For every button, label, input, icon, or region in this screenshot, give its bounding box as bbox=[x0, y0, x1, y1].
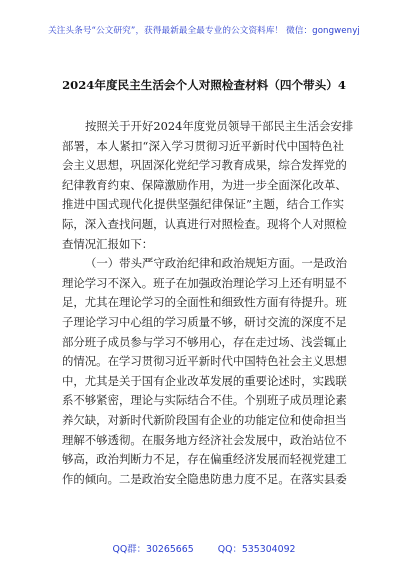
footer-contact-banner bbox=[0, 541, 408, 555]
body-line: 推进中国式现代化提供坚强纪律保证”主题，结合工作实 bbox=[62, 197, 344, 212]
document-title: 2024年度民主生活会个人对照检查材料（四个带头）4 bbox=[62, 78, 346, 92]
document-body bbox=[62, 117, 354, 489]
body-line: 子理论学习中心组的学习质量不够，研讨交流的深度不足 bbox=[62, 314, 347, 329]
body-line: 的情况。在学习贯彻习近平新时代中国特色社会主义思想 bbox=[62, 354, 347, 369]
body-line: 查情况汇报如下： bbox=[62, 236, 154, 251]
body-line: 中，尤其是关于国有企业改革发展的重要论述时，实践联 bbox=[62, 373, 347, 388]
body-line: 够高，政治判断力不足，存在偏重经济发展而轻视党建工 bbox=[62, 452, 347, 467]
body-line: 按照关于开好2024年度党员领导干部民主生活会安排 bbox=[85, 119, 354, 133]
header-promo-banner: 关注头条号“公文研究”，获得最新最全最专业的公文资料库！ 微信：gongwenyj bbox=[48, 26, 360, 36]
body-line: 部署，本人紧扣“深入学习贯彻习近平新时代中国特色社 bbox=[62, 138, 344, 153]
body-line: 理解不够透彻。在服务地方经济社会发展中，政治站位不 bbox=[62, 432, 347, 447]
footer-qq-group: QQ群：30265665 bbox=[112, 544, 194, 555]
body-line: 理论学习不深入。班子在加强政治理论学习上还有明显不 bbox=[62, 275, 347, 290]
body-line: 养欠缺，对新时代新阶段国有企业的功能定位和使命担当 bbox=[62, 412, 347, 427]
body-line: 际，深入查找问题，认真进行对照检查。现将个人对照检 bbox=[62, 216, 347, 231]
body-line: 足，尤其在理论学习的全面性和细致性方面有待提升。班 bbox=[62, 295, 347, 310]
footer-qq-number: QQ：535304092 bbox=[217, 544, 296, 555]
body-line: 部分班子成员参与学习不够用心，存在走过场、浅尝辄止 bbox=[62, 334, 347, 349]
body-line: （一）带头严守政治纪律和政治规矩方面。一是政治 bbox=[85, 256, 347, 271]
body-line: 作的倾向。二是政治安全隐患防患力度不足。在落实县委 bbox=[62, 471, 347, 486]
body-line: 纪律教育约束、保障激励作用，为进一步全面深化改革、 bbox=[62, 177, 347, 192]
body-line: 会主义思想，巩固深化党纪学习教育成果，综合发挥党的 bbox=[62, 158, 347, 173]
body-line: 系不够紧密，理论与实际结合不佳。个别班子成员理论素 bbox=[62, 393, 347, 408]
